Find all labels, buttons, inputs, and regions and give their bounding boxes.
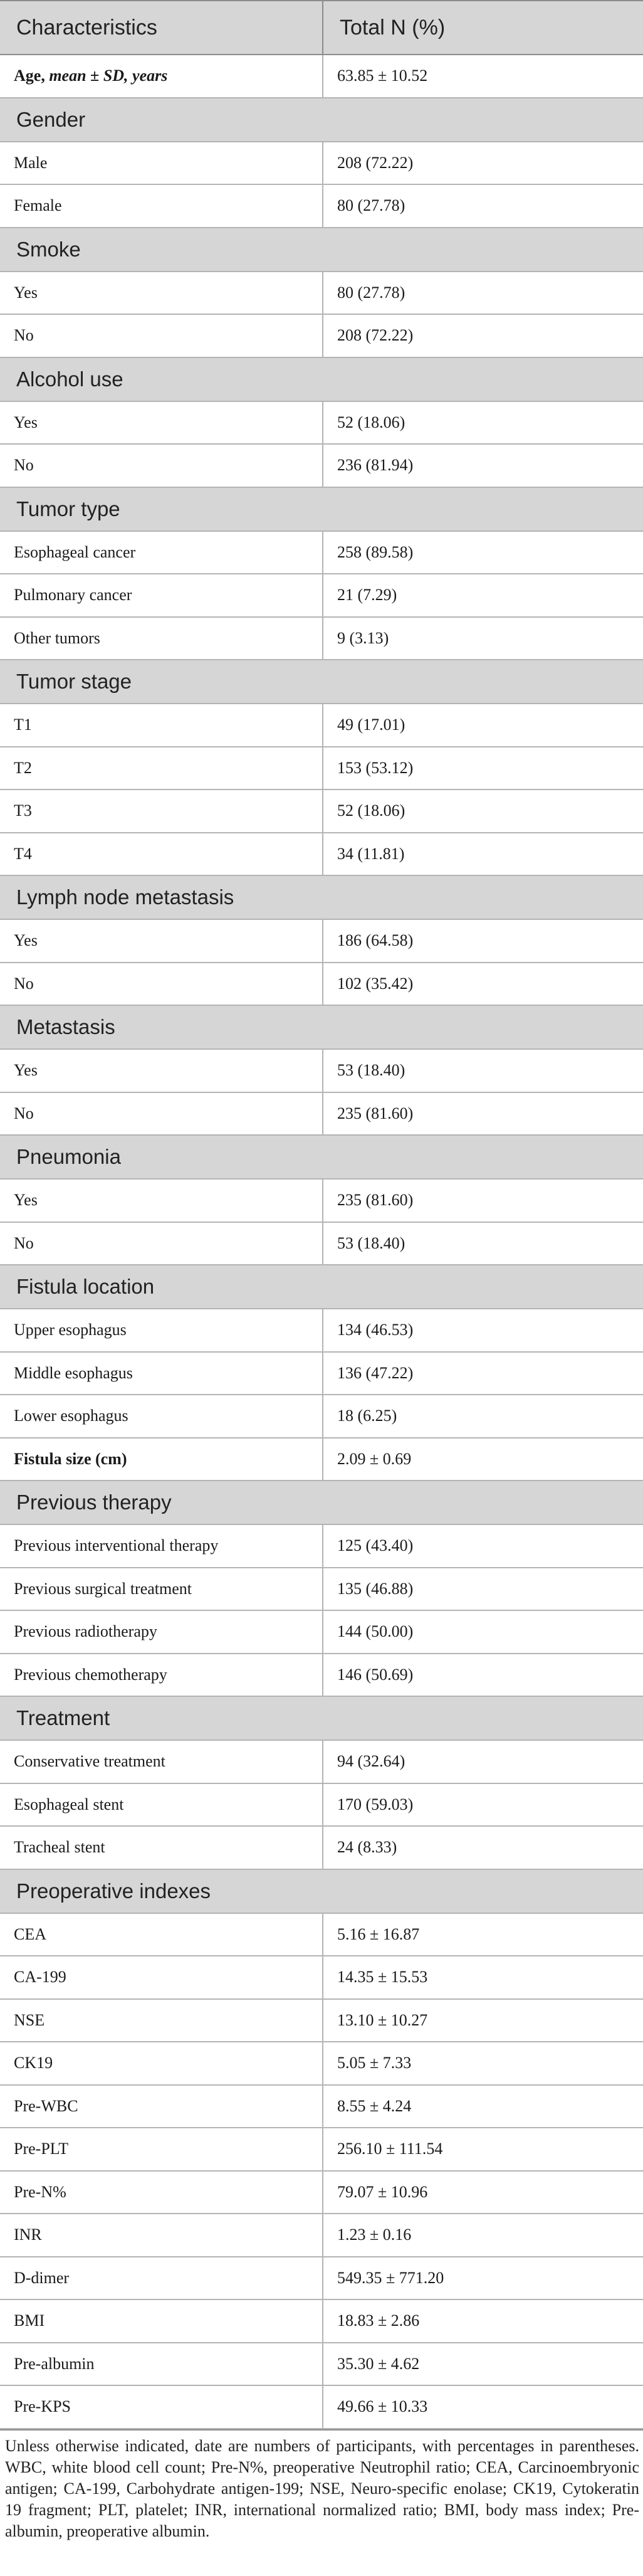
row-label: Previous interventional therapy: [0, 1524, 323, 1568]
table-row: [0, 617, 643, 660]
header-characteristics: Characteristics: [0, 1, 323, 55]
row-label: Previous chemotherapy: [0, 1654, 323, 1697]
row-label: Lower esophagus: [0, 1395, 323, 1438]
table-row: [0, 1092, 643, 1136]
row-label: CA-199: [0, 1956, 323, 1999]
row-value: 235 (81.60): [323, 1092, 643, 1136]
row-label: Tracheal stent: [0, 1826, 323, 1869]
table-row: [0, 2299, 643, 2343]
table-row: [0, 2214, 643, 2257]
table-row: [0, 444, 643, 487]
row-label: T2: [0, 747, 323, 790]
table-row: [0, 747, 643, 790]
table-row: [0, 1783, 643, 1827]
table-row: [0, 1352, 643, 1395]
row-value: 2.09 ± 0.69: [323, 1438, 643, 1481]
row-label: No: [0, 1092, 323, 1136]
row-value: 5.05 ± 7.33: [323, 2042, 643, 2085]
row-label: No: [0, 1222, 323, 1265]
section-label: Pneumonia: [0, 1135, 643, 1179]
table-row: [0, 314, 643, 357]
row-label: Esophageal cancer: [0, 531, 323, 574]
table-row: [0, 963, 643, 1006]
table-row: [0, 2042, 643, 2085]
row-value: 49 (17.01): [323, 704, 643, 747]
table-row: [0, 919, 643, 963]
table-row: [0, 272, 643, 315]
row-label: Fistula size (cm): [0, 1438, 323, 1481]
table-row: [0, 142, 643, 185]
row-value: 80 (27.78): [323, 272, 643, 315]
section-label: Alcohol use: [0, 357, 643, 401]
section-header-row: [0, 1696, 643, 1740]
table-row: [0, 574, 643, 617]
row-label: Previous radiotherapy: [0, 1610, 323, 1654]
row-value: 258 (89.58): [323, 531, 643, 574]
row-label: Pre-N%: [0, 2171, 323, 2214]
section-header-row: [0, 1265, 643, 1309]
row-value: 49.66 ± 10.33: [323, 2385, 643, 2429]
row-value: 208 (72.22): [323, 314, 643, 357]
row-label: Male: [0, 142, 323, 185]
table-row: [0, 1179, 643, 1222]
section-header-row: [0, 875, 643, 919]
row-label: INR: [0, 2214, 323, 2257]
section-label: Fistula location: [0, 1265, 643, 1309]
section-header-row: [0, 357, 643, 401]
section-header-row: [0, 1481, 643, 1524]
row-label: Pre-albumin: [0, 2343, 323, 2386]
table-row: [0, 1222, 643, 1265]
table-row: [0, 1524, 643, 1568]
table-row: [0, 2343, 643, 2386]
row-value: 18 (6.25): [323, 1395, 643, 1438]
table-footnote: Unless otherwise indicated, date are numbers of participants, with percentages in parentheses. WBC, white blood cell count; Pre-N%, preoperative Neutrophil ratio; CEA, Carcinoembryonic antigen; CA-199, Carbohydrate antigen-199; NSE, Neuro-specific enolase; CK19, Cytokeratin 19 fragment; PLT, platelet; INR, international normalized ratio; BMI, body mass index; Pre-albumin, preoperative albumin.: [0, 2429, 643, 2542]
row-value: 208 (72.22): [323, 142, 643, 185]
row-value: 1.23 ± 0.16: [323, 2214, 643, 2257]
row-value: 9 (3.13): [323, 617, 643, 660]
row-label: Previous surgical treatment: [0, 1568, 323, 1611]
table-row: [0, 833, 643, 876]
row-label: Pre-PLT: [0, 2128, 323, 2171]
row-label: Esophageal stent: [0, 1783, 323, 1827]
row-value: 144 (50.00): [323, 1610, 643, 1654]
row-value: 35.30 ± 4.62: [323, 2343, 643, 2386]
row-value: 153 (53.12): [323, 747, 643, 790]
age-label-plain: Age,: [14, 66, 50, 85]
row-value: 256.10 ± 111.54: [323, 2128, 643, 2171]
table-row: [0, 789, 643, 833]
section-header-row: [0, 1005, 643, 1049]
row-label: Yes: [0, 401, 323, 445]
row-value: 235 (81.60): [323, 1179, 643, 1222]
row-value: 18.83 ± 2.86: [323, 2299, 643, 2343]
table-header-row: [0, 1, 643, 55]
table-row: [0, 531, 643, 574]
row-label: T3: [0, 789, 323, 833]
row-label: NSE: [0, 1999, 323, 2042]
table-row-age: [0, 55, 643, 98]
row-value: 13.10 ± 10.27: [323, 1999, 643, 2042]
row-value: 53 (18.40): [323, 1222, 643, 1265]
table-row: [0, 1049, 643, 1092]
table-row: [0, 1826, 643, 1869]
row-value: 14.35 ± 15.53: [323, 1956, 643, 1999]
row-value: 79.07 ± 10.96: [323, 2171, 643, 2214]
row-value: 549.35 ± 771.20: [323, 2257, 643, 2300]
header-total: Total N (%): [323, 1, 643, 55]
row-label: Conservative treatment: [0, 1740, 323, 1783]
section-label: Smoke: [0, 228, 643, 272]
row-value: 94 (32.64): [323, 1740, 643, 1783]
row-value: 53 (18.40): [323, 1049, 643, 1092]
row-label: Yes: [0, 272, 323, 315]
row-value: 134 (46.53): [323, 1309, 643, 1352]
table-row: [0, 401, 643, 445]
table-row: [0, 1395, 643, 1438]
row-label: Other tumors: [0, 617, 323, 660]
table-row: [0, 1913, 643, 1956]
age-label: [0, 55, 323, 98]
row-label: Yes: [0, 1179, 323, 1222]
row-value: 24 (8.33): [323, 1826, 643, 1869]
section-header-row: [0, 1135, 643, 1179]
section-header-row: [0, 228, 643, 272]
row-label: Middle esophagus: [0, 1352, 323, 1395]
table-row: [0, 1309, 643, 1352]
row-label: Yes: [0, 919, 323, 963]
row-label: CK19: [0, 2042, 323, 2085]
table-row: [0, 2085, 643, 2128]
row-label: T4: [0, 833, 323, 876]
table-row: [0, 1956, 643, 1999]
row-label: CEA: [0, 1913, 323, 1956]
table-row: [0, 704, 643, 747]
section-header-row: [0, 1869, 643, 1913]
row-label: No: [0, 314, 323, 357]
row-label: No: [0, 444, 323, 487]
age-value: 63.85 ± 10.52: [323, 55, 643, 98]
row-label: Pre-KPS: [0, 2385, 323, 2429]
row-value: 21 (7.29): [323, 574, 643, 617]
table-row: [0, 2128, 643, 2171]
table-row: [0, 1654, 643, 1697]
row-value: 80 (27.78): [323, 184, 643, 228]
section-label: Tumor type: [0, 487, 643, 531]
row-label: T1: [0, 704, 323, 747]
row-value: 102 (35.42): [323, 963, 643, 1006]
table-row: [0, 1740, 643, 1783]
row-label: Pulmonary cancer: [0, 574, 323, 617]
row-value: 125 (43.40): [323, 1524, 643, 1568]
section-label: Previous therapy: [0, 1481, 643, 1524]
row-value: 170 (59.03): [323, 1783, 643, 1827]
section-label: Preoperative indexes: [0, 1869, 643, 1913]
row-label: Yes: [0, 1049, 323, 1092]
table-row: [0, 1610, 643, 1654]
section-label: Treatment: [0, 1696, 643, 1740]
table-row: [0, 184, 643, 228]
table-row: [0, 1568, 643, 1611]
table-row: [0, 2171, 643, 2214]
row-value: 186 (64.58): [323, 919, 643, 963]
row-value: 52 (18.06): [323, 401, 643, 445]
age-label-italic: mean ± SD, years: [49, 66, 168, 85]
row-value: 34 (11.81): [323, 833, 643, 876]
section-label: Tumor stage: [0, 660, 643, 704]
section-label: Lymph node metastasis: [0, 875, 643, 919]
section-header-row: [0, 660, 643, 704]
row-label: BMI: [0, 2299, 323, 2343]
table-row: [0, 1438, 643, 1481]
row-label: D-dimer: [0, 2257, 323, 2300]
row-value: 236 (81.94): [323, 444, 643, 487]
section-label: Metastasis: [0, 1005, 643, 1049]
table-row: [0, 2257, 643, 2300]
table-row: [0, 2385, 643, 2429]
row-value: 146 (50.69): [323, 1654, 643, 1697]
table-row: [0, 1999, 643, 2042]
table-body: [0, 55, 643, 2429]
row-label: Pre-WBC: [0, 2085, 323, 2128]
section-label: Gender: [0, 98, 643, 142]
row-value: 5.16 ± 16.87: [323, 1913, 643, 1956]
section-header-row: [0, 487, 643, 531]
row-value: 135 (46.88): [323, 1568, 643, 1611]
row-value: 136 (47.22): [323, 1352, 643, 1395]
row-label: Upper esophagus: [0, 1309, 323, 1352]
row-label: No: [0, 963, 323, 1006]
row-label: Female: [0, 184, 323, 228]
row-value: 52 (18.06): [323, 789, 643, 833]
row-value: 8.55 ± 4.24: [323, 2085, 643, 2128]
section-header-row: [0, 98, 643, 142]
